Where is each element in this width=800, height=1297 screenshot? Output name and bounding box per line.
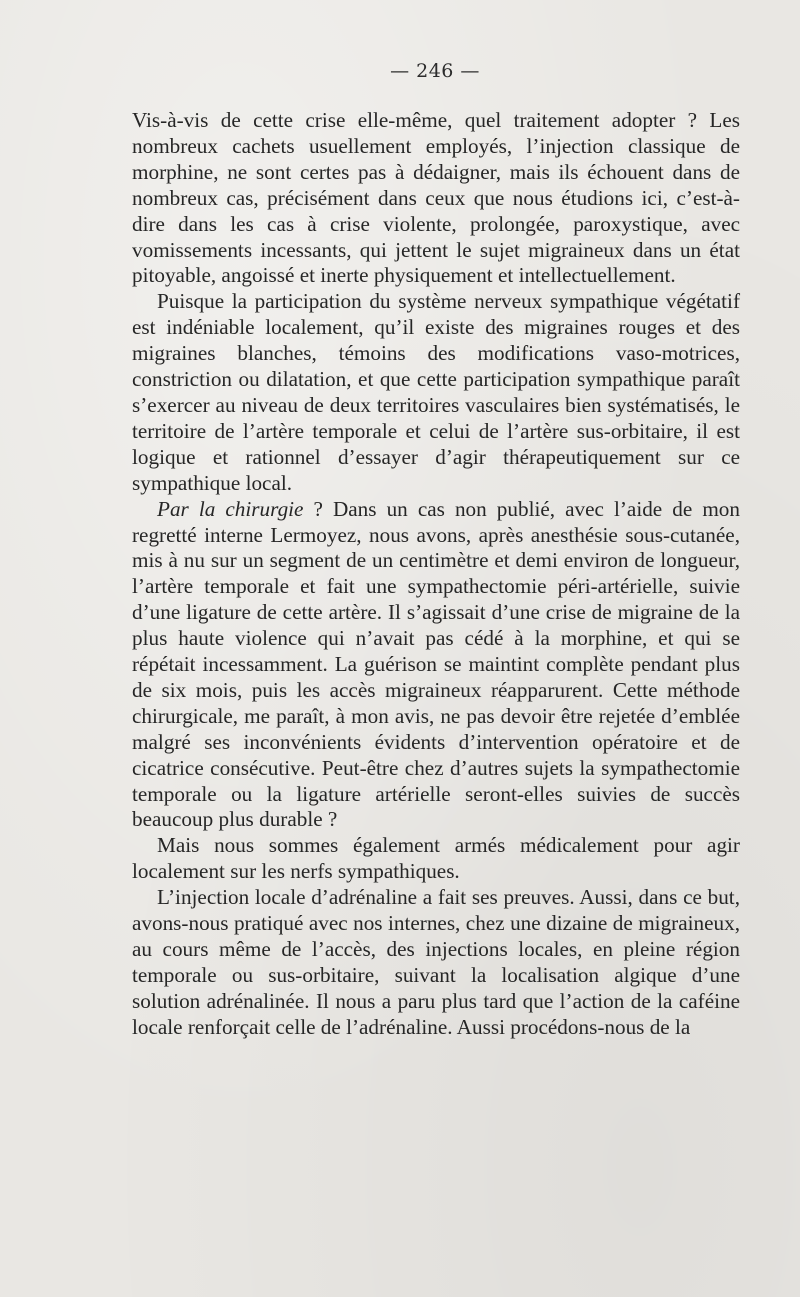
paragraph-4: Mais nous sommes également armés médicalement pour agir localement sur les nerfs sympathiques. <box>132 833 740 884</box>
paragraph-2: Puisque la participation du système nerveux sympathique végétatif est indéniable localement, qu’il existe des migraines rouges et des migraines blanches, témoins des modifications vaso-motrices, constriction ou dilatation, et que cette participation sympathique paraît s’exercer au niveau de deux territoires vasculaires bien systématisés, le territoire de l’artère temporale et celui de l’artère sus-orbitaire, il est logique et rationnel d’essayer d’agir thérapeutiquement sur ce sympathique local. <box>132 289 740 495</box>
paragraph-1: Vis-à-vis de cette crise elle-même, quel traitement adopter ? Les nombreux cachets usuellement employés, l’injection classique de morphine, ne sont certes pas à dédaigner, mais ils échouent dans de nombreux cas, précisément dans ceux que nous étudions ici, c’est-à-dire dans les cas à crise violente, prolongée, paroxystique, avec vomissements incessants, qui jettent le sujet migraineux dans un état pitoyable, angoissé et inerte physiquement et intellectuellement. <box>132 108 740 288</box>
paragraph-5: L’injection locale d’adrénaline a fait ses preuves. Aussi, dans ce but, avons-nous pratiqué avec nos internes, chez une dizaine de migraineux, au cours même de l’accès, des injections locales, en pleine région temporale ou sus-orbitaire, suivant la localisation algique d’une solution adrénalinée. Il nous a paru plus tard que l’action de la caféine locale renforçait celle de l’adrénaline. Aussi procédons-nous de la <box>132 885 740 1039</box>
paragraph-3 <box>132 497 740 834</box>
body-text <box>132 108 740 1041</box>
paragraph-3-italic-heading: Par la chirurgie <box>157 496 304 521</box>
page-number: — 246 — <box>390 60 480 82</box>
paragraph-3-text: ? Dans un cas non publié, avec l’aide de mon regretté interne Lermoyez, nous avons, après anesthésie sous-cutanée, mis à nu sur un segment de un centimètre et demi environ de longueur, l’artère temporale et fait une sympathectomie péri-artérielle, suivie d’une ligature de cette artère. Il s’agissait d’une crise de migraine de la plus haute violence qui n’avait pas cédé à la morphine, et qui se répétait incessamment. La guérison se maintint complète pendant plus de six mois, puis les accès migraineux réapparurent. Cette méthode chirurgicale, me paraît, à mon avis, ne pas devoir être rejetée d’emblée malgré ses inconvénients évidents d’intervention opératoire et de cicatrice consécutive. Peut-être chez d’autres sujets la sympathectomie temporale ou la ligature artérielle seront-elles suivies de succès beaucoup plus durable ? <box>132 496 740 832</box>
